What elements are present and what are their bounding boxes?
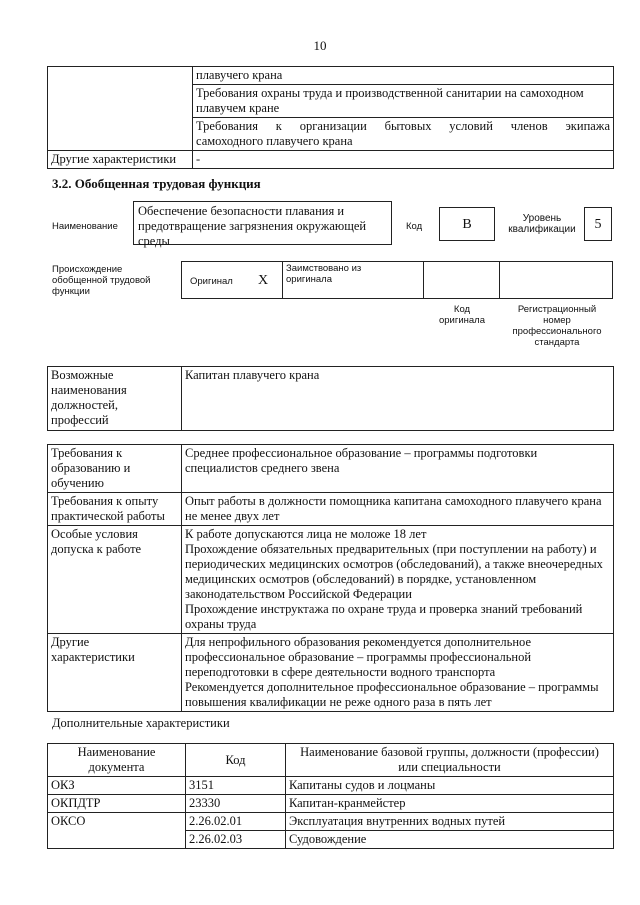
extra-header-document: Наименование документа — [48, 744, 186, 777]
origin-original-cell — [182, 262, 283, 299]
extra-header-name: Наименование базовой группы, должности (профессии) или специальности — [286, 744, 614, 777]
positions-table — [47, 366, 614, 431]
requirement-line: Опыт работы в должности помощника капитана самоходного плавучего крана не менее двух лет — [185, 494, 602, 523]
requirement-label: Требования к опыту практической работы — [48, 493, 182, 526]
requirement-line: Рекомендуется дополнительное профессиональное образование – программы повышения квалификации не реже одного раза в пять лет — [185, 680, 599, 709]
table-row — [48, 813, 614, 831]
requirement-line: Среднее профессиональное образование – программы подготовки специалистов среднего звена — [185, 446, 538, 475]
extra-cell-document: ОКЗ — [48, 777, 186, 795]
requirement-row-education — [48, 445, 614, 493]
top-table-row-3-line-2: самоходного плавучего крана — [196, 134, 353, 148]
top-table-row-2: Требования охраны труда и производственной санитарии на самоходном плавучем кране — [193, 85, 614, 118]
gtf-name-value: Обеспечение безопасности плавания и предотвращение загрязнения окружающей среды — [138, 204, 367, 248]
requirement-label: Особые условия допуска к работе — [48, 526, 182, 634]
extra-header-code: Код — [186, 744, 286, 777]
top-table-left-cell — [48, 67, 193, 151]
origin-original-label: Оригинал — [190, 276, 233, 287]
extra-table-header — [48, 744, 614, 777]
positions-label: Возможные наименования должностей, профессий — [48, 367, 182, 431]
requirement-line: Для непрофильного образования рекомендуется дополнительное профессиональное образование – программы профессиональной переподготовки в сфере деятельности водного транспорта — [185, 635, 532, 679]
level-value: 5 — [594, 217, 602, 232]
requirement-line: Прохождение обязательных предварительных (при поступлении на работу) и периодических медицинских осмотров (обследований), а также внеочередных медицинских осмотров (обследований) в порядке, установленном законодательством Российской Федерации — [185, 542, 603, 601]
requirement-label: Другие характеристики — [48, 634, 182, 712]
origin-borrowed-cell — [283, 262, 424, 299]
origin-table — [181, 261, 613, 299]
origin-code-caption: Код оригинала — [438, 304, 485, 326]
requirement-row-special-conditions — [48, 526, 614, 634]
requirement-line: Прохождение инструктажа по охране труда и проверка знаний требований охраны труда — [185, 602, 583, 631]
level-label: Уровень квалификации — [508, 213, 576, 235]
section-title: 3.2. Обобщенная трудовая функция — [52, 176, 261, 191]
gtf-code-box — [439, 207, 495, 241]
positions-value: Капитан плавучего крана — [182, 367, 614, 431]
top-table-row-1: плавучего крана — [193, 67, 614, 85]
top-table — [47, 66, 614, 169]
origin-code-cell — [424, 262, 500, 299]
extra-cell-name: Эксплуатация внутренних водных путей — [286, 813, 614, 831]
gtf-name-box — [133, 201, 392, 248]
extra-cell-code: 2.26.02.01 — [186, 813, 286, 831]
requirement-value — [182, 493, 614, 526]
requirement-line: К работе допускаются лица не моложе 18 лет — [185, 527, 427, 541]
origin-reg-caption: Регистрационный номер профессионального стандарта — [512, 304, 602, 348]
page-number: 10 — [313, 38, 327, 53]
extra-cell-document: ОКПДТР — [48, 795, 186, 813]
top-table-other-value: - — [193, 151, 614, 169]
requirements-table — [47, 444, 614, 712]
requirement-row-experience — [48, 493, 614, 526]
requirement-label: Требования к образованию и обучению — [48, 445, 182, 493]
extra-title: Дополнительные характеристики — [52, 716, 230, 730]
requirement-value — [182, 526, 614, 634]
level-box — [584, 207, 612, 241]
extra-cell-name: Судовождение — [286, 831, 614, 849]
table-row — [48, 777, 614, 795]
extra-cell-name: Капитан-кранмейстер — [286, 795, 614, 813]
table-row — [48, 795, 614, 813]
origin-label: Происхождение обобщенной трудовой функции — [52, 264, 151, 297]
origin-reg-cell — [500, 262, 613, 299]
code-label: Код — [406, 221, 423, 232]
requirement-value — [182, 634, 614, 712]
top-table-other-label: Другие характеристики — [48, 151, 193, 169]
extra-table — [47, 743, 614, 849]
extra-cell-code: 2.26.02.03 — [186, 831, 286, 849]
top-table-row-3-line-1: Требования к организации бытовых условий членов экипажа — [196, 119, 610, 133]
top-table-row-3 — [193, 118, 614, 151]
origin-borrowed-label: Заимствовано из оригинала — [286, 263, 362, 285]
gtf-code-value: B — [462, 217, 472, 232]
extra-cell-document: ОКСО — [48, 813, 186, 849]
requirement-value — [182, 445, 614, 493]
origin-original-mark: X — [258, 273, 269, 288]
requirement-row-other — [48, 634, 614, 712]
extra-cell-name: Капитаны судов и лоцманы — [286, 777, 614, 795]
extra-cell-code: 3151 — [186, 777, 286, 795]
name-label: Наименование — [52, 221, 118, 232]
extra-cell-code: 23330 — [186, 795, 286, 813]
